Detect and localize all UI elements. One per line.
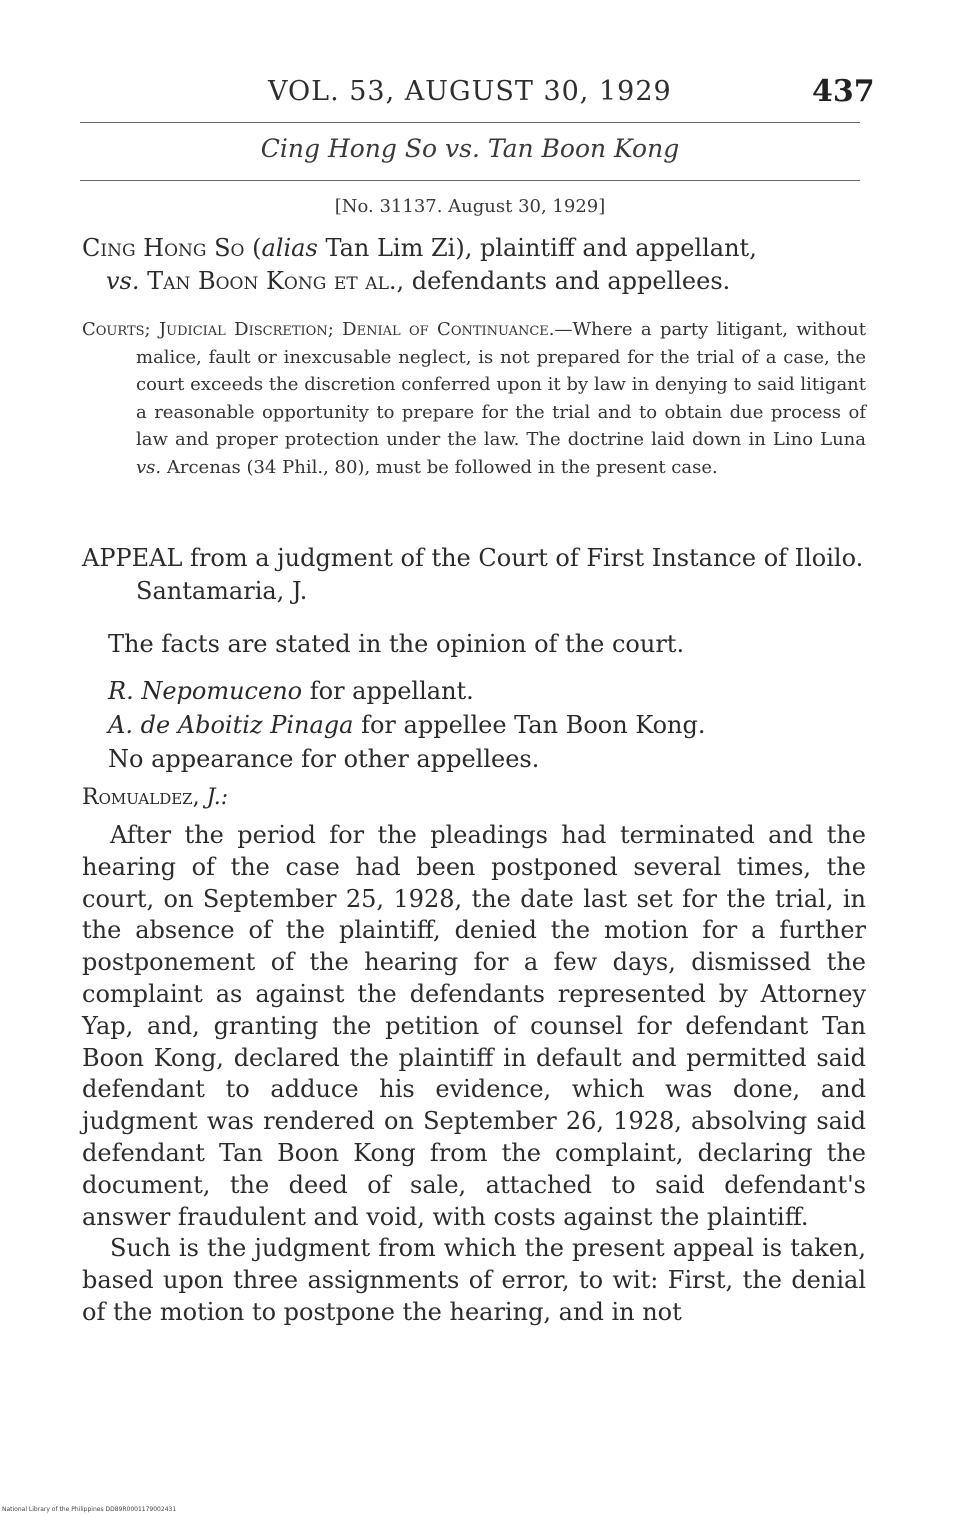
plaintiff-name: Cing Hong So	[82, 234, 245, 262]
facts-statement: The facts are stated in the opinion of the court.	[108, 630, 685, 658]
opinion-paragraph: After the period for the pleadings had terminated and the hearing of the case had been postponed several times, the court, on September 25, 1928, the date last set for the trial, in the absence of the plaintiff, denied the motion for a further postponement of the hearing for a few days, dismissed the complaint as against the defendants represented by Attorney Yap, and, granting the petition of counsel for defendant Tan Boon Kong, declared the plaintiff in default and permitted said defendant to adduce his evidence, which was done, and judgment was rendered on September 26, 1928, absolving said defendant Tan Boon Kong from the complaint, declaring the document, the deed of sale, attached to said defendant's answer fraudulent and void, with costs against the plaintiff.	[82, 821, 866, 1231]
syllabus-text: —Where a party litigant, without malice, fault or inexcusable neglect, is not prepared for the trial of a case, the court exceeds the discretion conferred upon it by law in denying to said litigant a reasonable opportunity to prepare for the trial and to obtain due process of law and proper protection under the law. The doctrine laid down in Lino Luna	[136, 319, 866, 450]
counsel-name: R. Nepomuceno	[108, 677, 303, 705]
defendant-name: Tan Boon Kong et al.	[147, 267, 397, 295]
header-rule-bottom	[80, 180, 860, 181]
opinion-author: Romualdez, J.:	[82, 785, 229, 810]
judge-name: Romualdez	[82, 785, 193, 810]
syllabus-vs: vs.	[136, 456, 162, 478]
alias-name: Tan Lim Zi	[325, 234, 456, 262]
syllabus-heading: Courts; Judicial Discretion; Denial of Continuance.	[82, 319, 555, 340]
defendant-role: , defendants and appellees.	[396, 267, 731, 295]
alias-label: alias	[261, 234, 318, 262]
syllabus-text-end: Arcenas (34 Phil., 80), must be followed in the present case.	[161, 456, 718, 478]
counsel-name: A. de Aboitiz Pinaga	[108, 711, 354, 739]
appeal-text: APPEAL from a judgment of the Court of First Instance of Iloilo. Santamaria, J.	[82, 544, 864, 605]
header-rule-top	[80, 122, 860, 123]
appeal-statement	[82, 542, 866, 608]
counsel-entry	[108, 742, 892, 776]
counsel-role: for appellee Tan Boon Kong.	[353, 711, 706, 739]
counsel-role: No appearance for other appellees.	[108, 745, 540, 773]
counsel-list	[108, 674, 892, 776]
opinion-body	[82, 820, 866, 1329]
counsel-entry	[108, 708, 892, 742]
plaintiff-role: ), plaintiff and appellant,	[455, 234, 757, 262]
scan-source-footer: National Library of the Philippines DD89R0001179002431	[2, 1506, 177, 1513]
judge-suffix: J.:	[206, 785, 229, 810]
syllabus	[82, 316, 866, 481]
counsel-role: for appellant.	[302, 677, 474, 705]
page-number: 437	[812, 74, 875, 109]
docket-line: [No. 31137. August 30, 1929]	[334, 196, 606, 217]
counsel-entry	[108, 674, 892, 708]
parties-vs: vs.	[106, 267, 140, 295]
opinion-paragraph: Such is the judgment from which the present appeal is taken, based upon three assignments of error, to wit: First, the denial of the motion to postpone the hearing, and in not	[82, 1234, 866, 1326]
case-parties: Cing Hong So (alias Tan Lim Zi), plaintiff and appellant, vs. Tan Boon Kong et al., defendants and appellees.	[82, 234, 757, 295]
page-header-title: VOL. 53, AUGUST 30, 1929	[268, 76, 672, 107]
running-case-title: Cing Hong So vs. Tan Boon Kong	[260, 134, 680, 163]
